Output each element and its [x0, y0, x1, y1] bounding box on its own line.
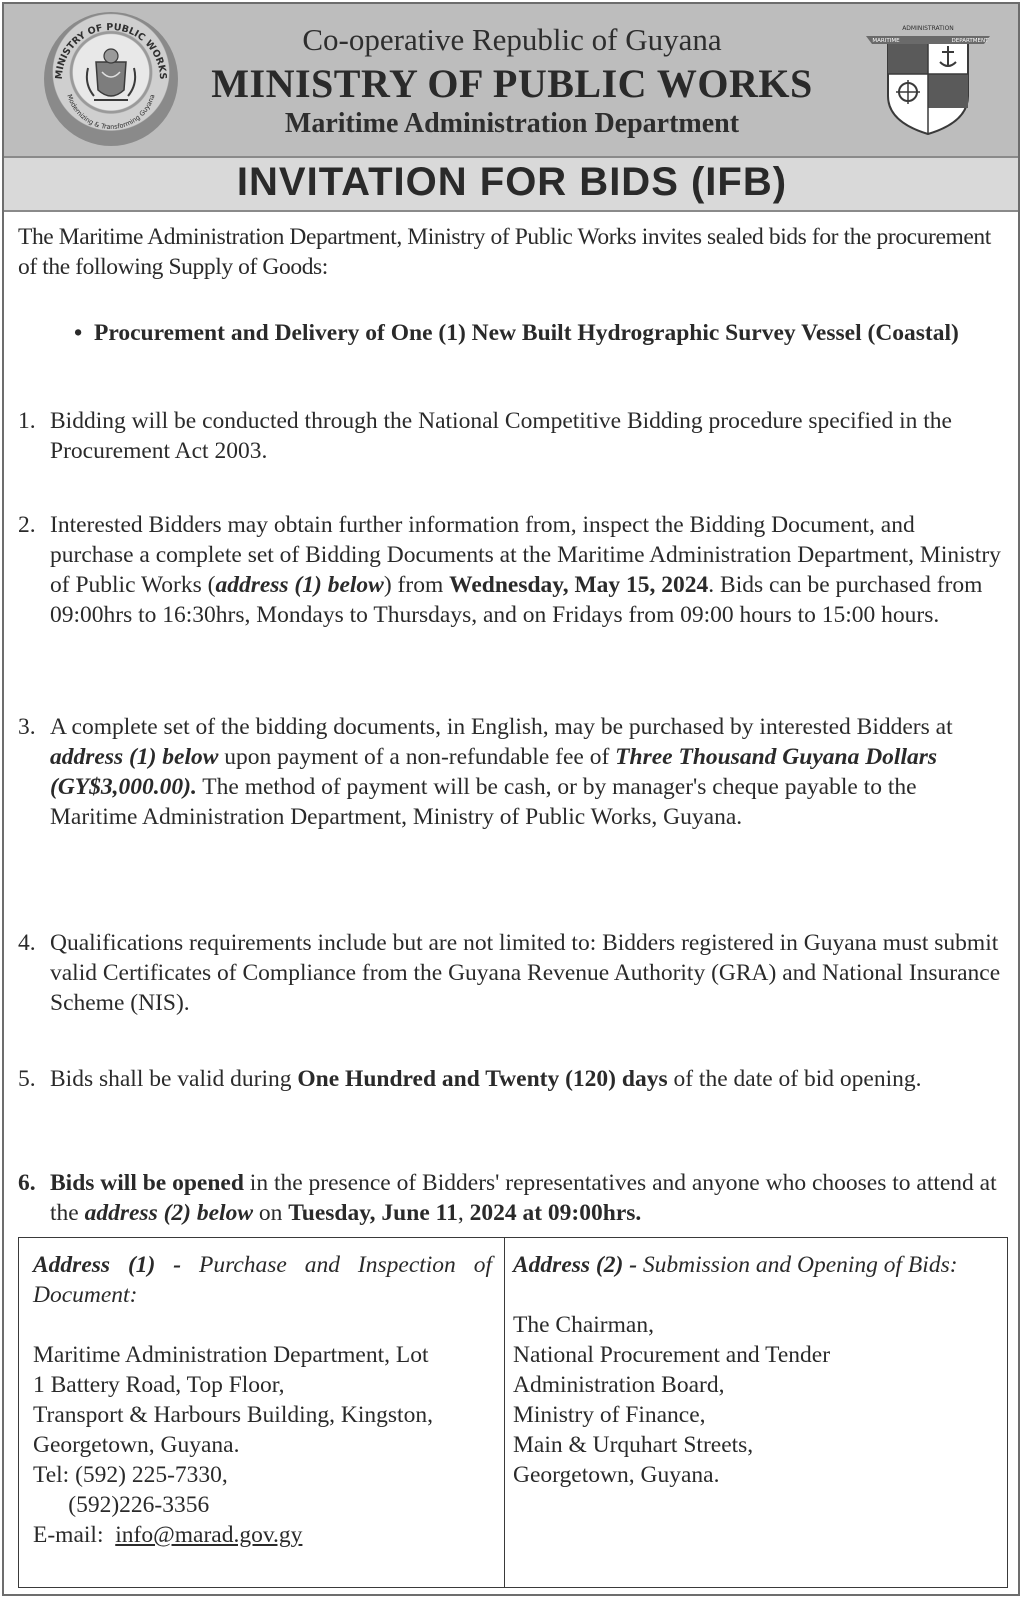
- address-1-line: 1 Battery Road, Top Floor,: [33, 1372, 285, 1398]
- address-1-label: Address (1) -: [33, 1252, 182, 1278]
- intro-paragraph: The Maritime Administration Department, Ministry of Public Works invites sealed bids for the procurement of the following Supply of Goods:: [18, 224, 991, 280]
- address-1-line: Maritime Administration Department, Lot: [33, 1342, 429, 1368]
- email-label: E-mail:: [33, 1522, 116, 1548]
- item-number: 1.: [18, 408, 36, 434]
- crest-ring-text-bottom: Modernizing & Transforming Guyana: [65, 93, 157, 132]
- item-text-part: Interested Bidders may obtain further information from, inspect the Bidding Document, and purchase a complete set of Bidding Documents at the Maritime Administration Department, Ministry of Public Works (: [50, 512, 1001, 598]
- item-number: 4.: [18, 930, 36, 956]
- address-reference: address (1) below: [215, 572, 384, 598]
- crest-ring-text: MINISTRY OF PUBLIC WORKS: [53, 21, 169, 80]
- email-link[interactable]: info@marad.gov.gy: [115, 1522, 303, 1548]
- address-1-line: Tel: (592) 225-7330,: [33, 1462, 228, 1488]
- address-reference: address (2) below: [84, 1200, 253, 1226]
- page-border: [2, 2, 1020, 1596]
- item-text-part: upon payment of a non-refundable fee of: [218, 744, 616, 770]
- start-date: Wednesday, May 15, 2024: [449, 572, 709, 598]
- item-text-part: Bids shall be valid during: [50, 1066, 298, 1092]
- badge-top-text: ADMINISTRATION: [902, 25, 954, 32]
- item-text-part: . Bids can be purchased from 09:00hrs to 16:30hrs, Mondays to Thursdays, and on Fridays from 09:00 hours to 15:00 hours.: [50, 572, 983, 628]
- item-text-part: Bidding will be conducted through the National Competitive Bidding procedure specified in the Procurement Act 2003.: [50, 408, 952, 464]
- department-name: Maritime Administration Department: [284, 108, 740, 139]
- item-number: 3.: [18, 714, 36, 740]
- item-text-part: A complete set of the bidding documents, in English, may be purchased by interested Bidders at: [50, 714, 953, 740]
- address-2-line: Ministry of Finance,: [513, 1402, 706, 1428]
- item-text-part: Qualifications requirements include but are not limited to: Bidders registered in Guyana must submit valid Certificates of Compliance from the Guyana Revenue Authority (GRA) and National Insurance Scheme (NIS).: [50, 930, 1001, 1016]
- address-2-line: Main & Urquhart Streets,: [513, 1432, 754, 1458]
- address-1-desc: Purchase and Inspection of Document:: [33, 1252, 492, 1308]
- address-1-line: Georgetown, Guyana.: [33, 1432, 240, 1458]
- address-2-desc: Submission and Opening of Bids:: [637, 1252, 958, 1278]
- badge-right-text: DEPARTMENT: [951, 38, 989, 44]
- ministry-name: MINISTRY OF PUBLIC WORKS: [211, 61, 813, 106]
- country-name: Co-operative Republic of Guyana: [302, 22, 722, 57]
- item-text-part: ) from: [383, 572, 450, 598]
- address-2-label: Address (2) -: [513, 1252, 638, 1278]
- bullet-symbol: •: [74, 320, 83, 346]
- address-1-line: Transport & Harbours Building, Kingston,: [33, 1402, 433, 1428]
- item-number: 2.: [18, 512, 36, 538]
- item-text-part: on: [253, 1200, 289, 1226]
- opening-date: Tuesday, June 11: [288, 1200, 458, 1226]
- address-2-line: Georgetown, Guyana.: [513, 1462, 720, 1488]
- address-2-line: National Procurement and Tender: [513, 1342, 831, 1368]
- badge-left-text: MARITIME: [872, 38, 900, 44]
- fee-amount: Three Thousand Guyana Dollars (GY$3,000.00).: [50, 744, 938, 800]
- item-text-part: in the presence of Bidders' representatives and anyone who chooses to attend at the: [50, 1170, 997, 1226]
- item-text-part: ,: [457, 1200, 470, 1226]
- item-text-part: of the date of bid opening.: [667, 1066, 922, 1092]
- item-number: 6.: [18, 1170, 36, 1196]
- address-1-line: (592)226-3356: [33, 1492, 210, 1518]
- item-text-part: The method of payment will be cash, or by manager's cheque payable to the Maritime Administration Department, Ministry of Public Works, Guyana.: [50, 774, 917, 830]
- address-2-line: Administration Board,: [513, 1372, 725, 1398]
- address-2-line: The Chairman,: [513, 1312, 654, 1338]
- item-text-bold: Bids will be opened: [50, 1170, 244, 1196]
- address-reference: address (1) below: [50, 744, 219, 770]
- validity-period: One Hundred and Twenty (120) days: [297, 1066, 668, 1092]
- page-title: INVITATION FOR BIDS (IFB): [236, 160, 788, 204]
- item-number: 5.: [18, 1066, 36, 1092]
- goods-item-text: Procurement and Delivery of One (1) New Built Hydrographic Survey Vessel (Coastal): [94, 320, 959, 346]
- opening-time: 2024 at 09:00hrs.: [469, 1200, 642, 1226]
